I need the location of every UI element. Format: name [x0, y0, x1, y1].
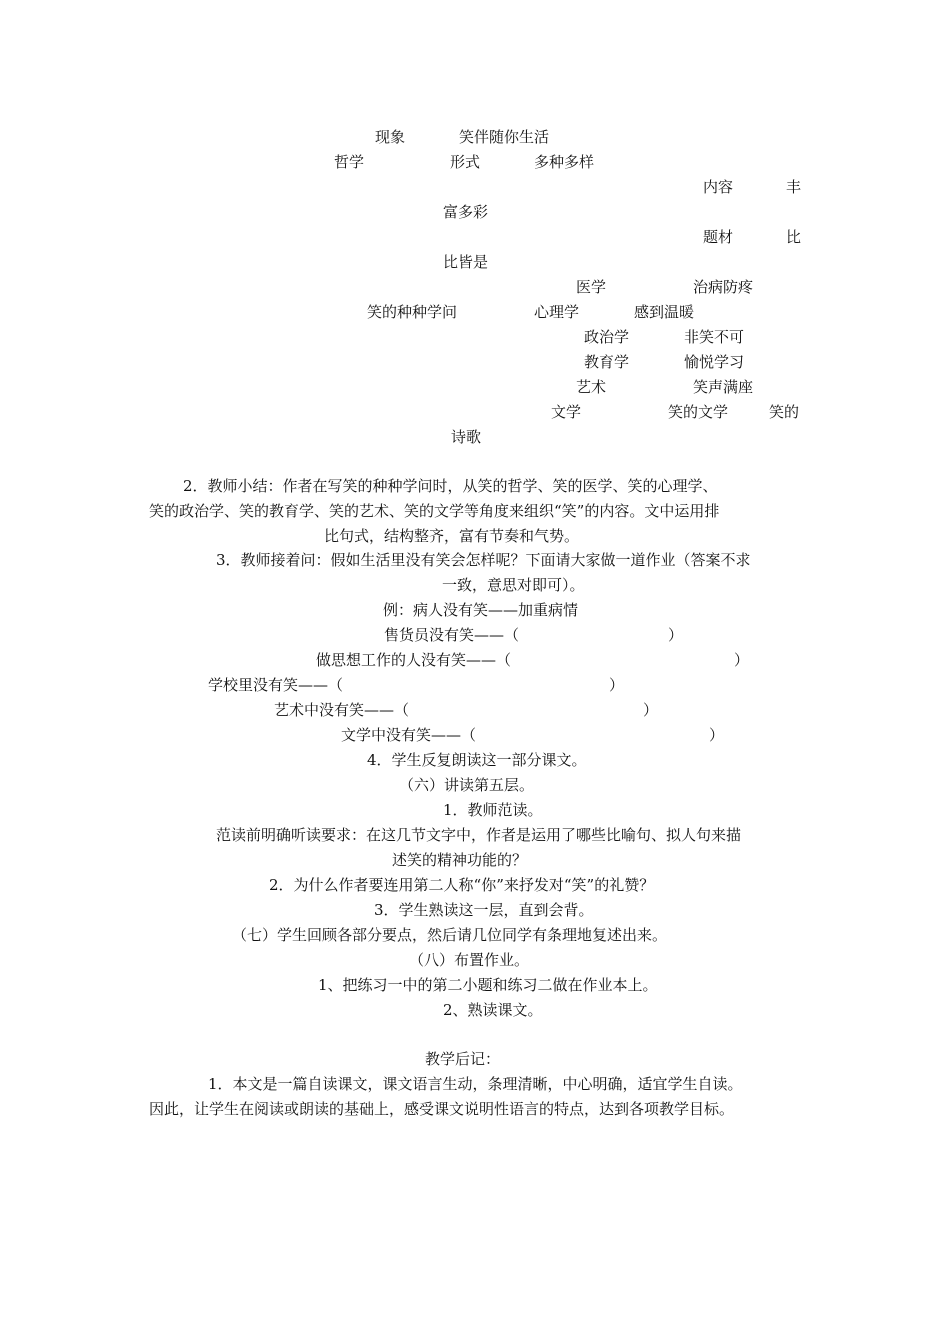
outline-topic-desc-cont: 比皆是 — [443, 253, 489, 271]
reading-requirement-line-2: 述笑的精神功能的？ — [392, 851, 528, 869]
outline-literature-desc2-cont: 诗歌 — [451, 428, 482, 446]
outline-content: 内容 — [703, 178, 734, 196]
outline-medicine-desc: 治病防疼 — [693, 278, 754, 296]
outline-form-desc: 多种多样 — [534, 153, 595, 171]
outline-phenomenon: 现象 — [375, 128, 406, 146]
outline-politics-desc: 非笑不可 — [684, 328, 745, 346]
question-line-2: 一致，意思对即可）。 — [442, 576, 585, 594]
exercise-school: 学校里没有笑——（ — [208, 676, 344, 694]
outline-topic: 题材 — [703, 228, 734, 246]
outline-phenomenon-desc: 笑伴随你生活 — [459, 128, 550, 146]
outline-art: 艺术 — [576, 378, 607, 396]
outline-form: 形式 — [450, 153, 481, 171]
exercise-example: 例：病人没有笑——加重病情 — [383, 601, 579, 619]
outline-medicine: 医学 — [576, 278, 607, 296]
outline-education: 教育学 — [584, 353, 630, 371]
section-six-step-2: 2．为什么作者要连用第二人称“你”来抒发对“笑”的礼赞？ — [269, 876, 655, 894]
summary-line-3: 比句式，结构整齐，富有节奏和气势。 — [324, 527, 580, 545]
reading-requirement-line-1: 范读前明确听读要求：在这几节文字中，作者是运用了哪些比喻句、拟人句来描 — [216, 826, 742, 844]
outline-literature-desc: 笑的文学 — [668, 403, 729, 421]
exercise-art-close: ） — [643, 701, 659, 719]
section-six-step-1: 1．教师范读。 — [443, 801, 543, 819]
outline-literature: 文学 — [551, 403, 582, 421]
afterword-line-2: 因此，让学生在阅读或朗读的基础上，感受课文说明性语言的特点，达到各项教学目标。 — [149, 1100, 735, 1118]
outline-topic-desc: 比 — [786, 228, 802, 246]
exercise-literature: 文学中没有笑——（ — [341, 726, 477, 744]
exercise-literature-close: ） — [709, 726, 725, 744]
summary-line-1: 2．教师小结：作者在写笑的种种学问时，从笑的哲学、笑的医学、笑的心理学、 — [183, 477, 718, 495]
outline-politics: 政治学 — [584, 328, 630, 346]
exercise-school-close: ） — [609, 676, 625, 694]
outline-content-desc-cont: 富多彩 — [443, 203, 489, 221]
homework-2: 2、熟读课文。 — [443, 1001, 543, 1019]
section-six-heading: （六）讲读第五层。 — [399, 776, 535, 794]
outline-psychology: 心理学 — [534, 303, 580, 321]
section-seven: （七）学生回顾各部分要点，然后请几位同学有条理地复述出来。 — [232, 926, 668, 944]
outline-art-desc: 笑声满座 — [693, 378, 754, 396]
exercise-thought-close: ） — [734, 651, 750, 669]
summary-line-2: 笑的政治学、笑的教育学、笑的艺术、笑的文学等角度来组织“笑”的内容。文中运用排 — [149, 502, 720, 520]
exercise-art: 艺术中没有笑——（ — [274, 701, 410, 719]
homework-1: 1、把练习一中的第二小题和练习二做在作业本上。 — [318, 976, 658, 994]
outline-content-desc: 丰 — [786, 178, 802, 196]
outline-literature-desc2: 笑的 — [769, 403, 800, 421]
afterword-line-1: 1．本文是一篇自读课文，课文语言生动，条理清晰，中心明确，适宜学生自读。 — [208, 1075, 743, 1093]
question-line-1: 3．教师接着问：假如生活里没有笑会怎样呢？下面请大家做一道作业（答案不求 — [216, 551, 751, 569]
exercise-seller-close: ） — [668, 626, 684, 644]
exercise-seller: 售货员没有笑——（ — [384, 626, 520, 644]
outline-education-desc: 愉悦学习 — [684, 353, 745, 371]
section-six-step-3: 3．学生熟读这一层，直到会背。 — [374, 901, 594, 919]
outline-psychology-desc: 感到温暖 — [634, 303, 695, 321]
exercise-thought: 做思想工作的人没有笑——（ — [316, 651, 512, 669]
outline-knowledge: 笑的种种学问 — [367, 303, 458, 321]
outline-philosophy: 哲学 — [334, 153, 365, 171]
step-4: 4．学生反复朗读这一部分课文。 — [367, 751, 587, 769]
afterword-title: 教学后记： — [425, 1050, 501, 1068]
section-eight-heading: （八）布置作业。 — [409, 951, 530, 969]
